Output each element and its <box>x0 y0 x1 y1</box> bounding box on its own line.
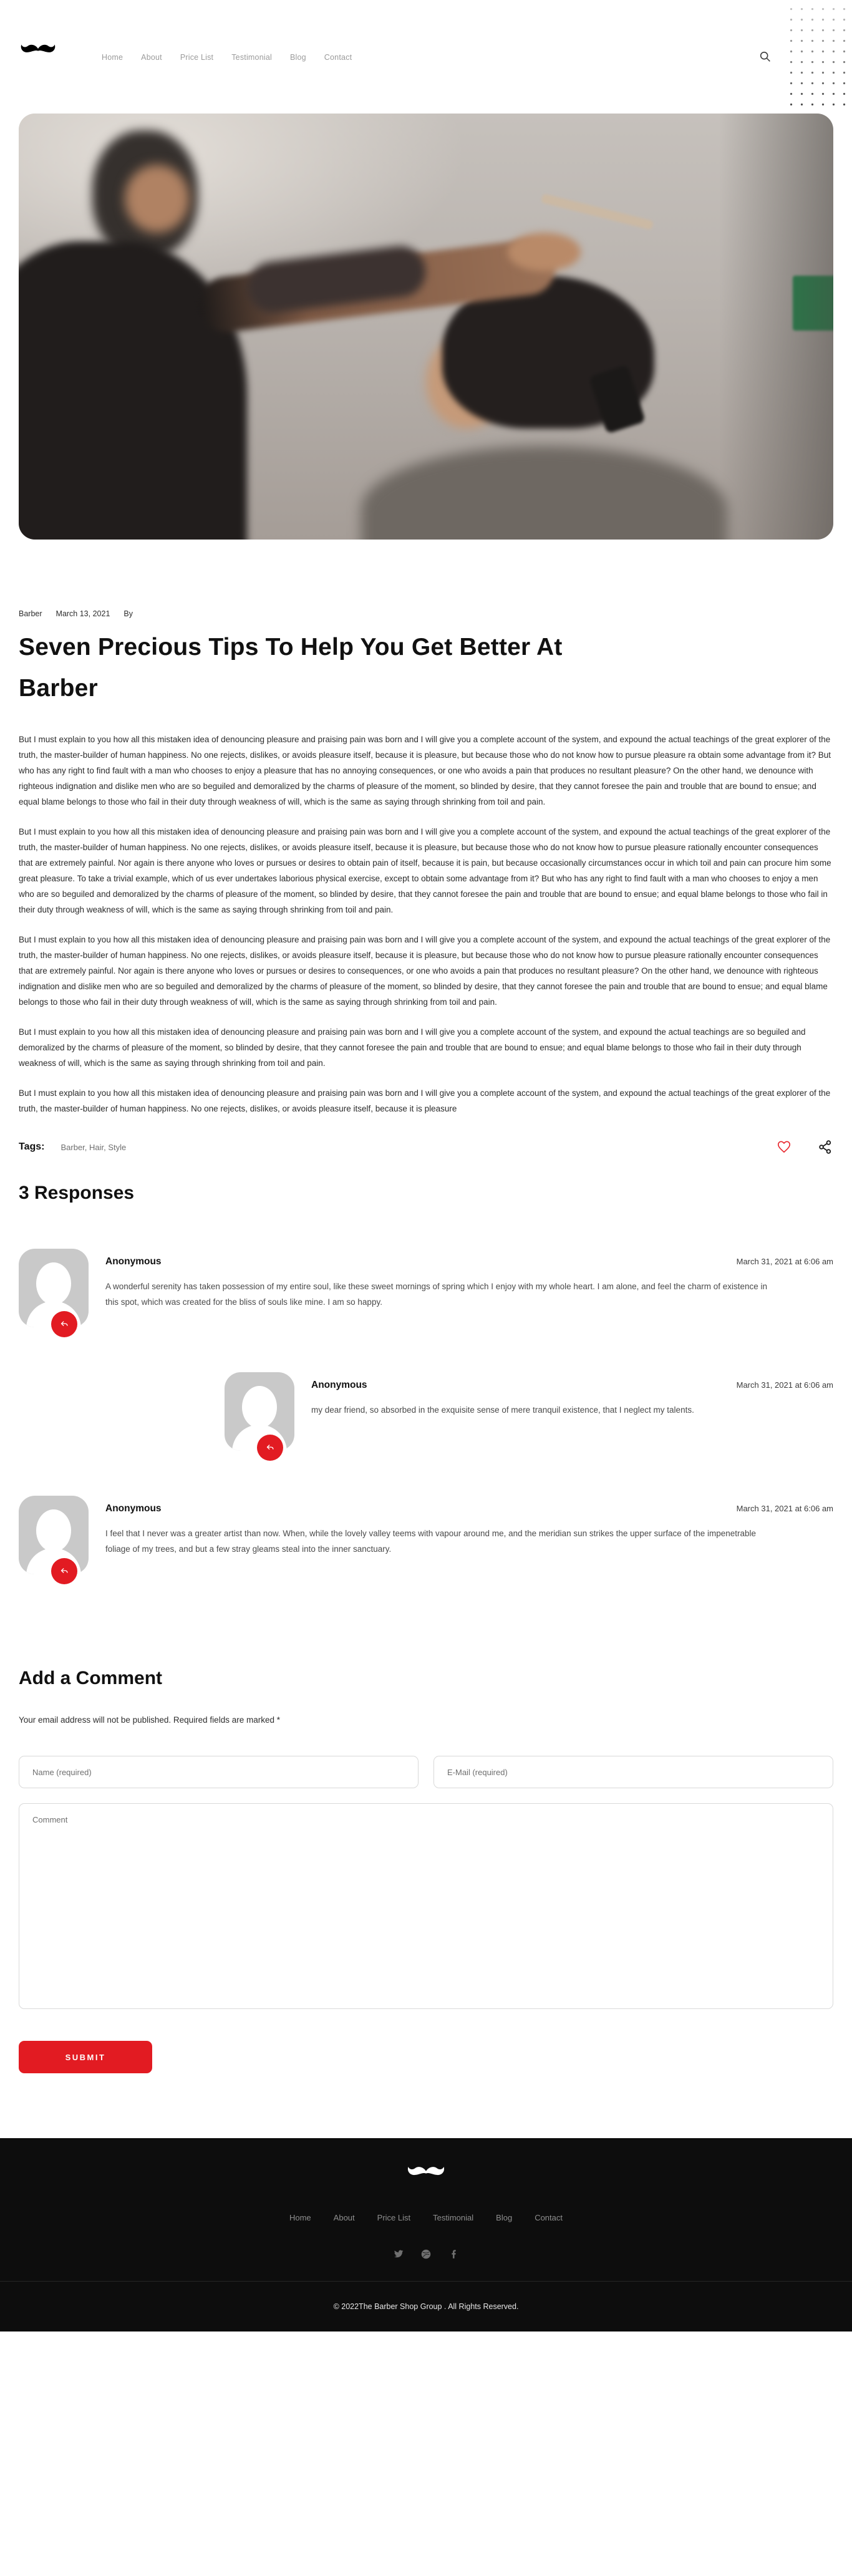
footer-nav-contact[interactable]: Contact <box>535 2213 563 2222</box>
comment-item <box>19 1249 833 1327</box>
share-icon[interactable] <box>817 1139 833 1155</box>
copyright-text: © 2022The Barber Shop Group . All Rights Reserved. <box>333 2302 519 2311</box>
hero-comb <box>541 193 654 230</box>
hero-image <box>19 114 833 540</box>
post-paragraph: But I must explain to you how all this mistaken idea of denouncing pleasure and praising pain was born and I will give you a complete account of the system, and expound the actual teachings of the great explorer of the truth, the master-builder of human happiness. No one rejects, dislikes, or avoids pleasure itself, because it is pleasure, but because those who do not know how to pursue pleasure rationally encounter consequences that are extremely painful. Nor again is there anyone who loves or pursues or desires to consequences, or one who avoids a pain that produces no resultant pleasure? On the other hand, we denounce with righteous indignation and dislike men who are so beguiled and demoralized by the charms of pleasure of the moment, so blinded by desire, that they cannot foresee the pain and trouble that are bound to ensue; and equal blame belongs to those who fail in their duty through weakness of will, which is the same as saying through shrinking from toil and pain. <box>19 935 831 1007</box>
search-icon[interactable] <box>758 50 772 64</box>
hero-client-shoulder <box>361 446 728 540</box>
comment-item <box>19 1496 833 1574</box>
email-field[interactable] <box>433 1756 833 1788</box>
footer-social <box>393 2249 459 2260</box>
tag-links[interactable]: Barber, Hair, Style <box>61 1142 127 1152</box>
reply-icon[interactable] <box>51 1311 77 1337</box>
nav-item-testimonial[interactable]: Testimonial <box>231 53 272 62</box>
footer-nav-pricelist[interactable]: Price List <box>377 2213 411 2222</box>
post-paragraph: But I must explain to you how all this mistaken idea of denouncing pleasure and praising pain was born and I will give you a complete account of the system, and expound the actual teachings of the great explorer of the truth, the master-builder of human happiness. No one rejects, dislikes, or avoids pleasure itself, because it is pleasure, but because those who do not know how to pursue pleasure ra obtain some advantage from it? But who has any right to find fault with a man who chooses to enjoy a pleasure that has no annoying consequences, or one who avoids a pain that produces no resultant pleasure? On the other hand, we denounce with righteous indignation and dislike men who are so beguiled and demoralized by the charms of pleasure of the moment, so blinded by desire, that they cannot foresee the pain and trouble that are bound to ensue; and equal blame belongs to those who fail in their duty through weakness of will, which is the same as saying through shrinking from toil and pain. <box>19 735 831 806</box>
heart-icon[interactable] <box>776 1139 792 1155</box>
name-field[interactable] <box>19 1756 419 1788</box>
dribbble-icon[interactable] <box>420 2249 432 2260</box>
comment-text: I feel that I never was a greater artist than now. When, while the lovely valley teems with vapour around me, and the meridian sun strikes the upper surface of the impenetrable foliage of my trees, and but a few stray gleams steal into the inner sanctuary. <box>105 1529 757 1554</box>
post-meta <box>19 609 833 618</box>
tags-row <box>19 1139 833 1155</box>
hero-hand <box>508 233 581 271</box>
comment-form-note: Your email address will not be published. Required fields are marked * <box>19 1715 280 1725</box>
mustache-icon <box>19 41 57 60</box>
comment-author: Anonymous <box>105 1256 162 1267</box>
nav-item-pricelist[interactable]: Price List <box>180 53 214 62</box>
facebook-icon[interactable] <box>448 2249 459 2260</box>
footer-nav-testimonial[interactable]: Testimonial <box>433 2213 474 2222</box>
post-paragraph: But I must explain to you how all this mistaken idea of denouncing pleasure and praising pain was born and I will give you a complete account of the system, and expound the actual teachings are so beguiled and demoralized by the charms of pleasure of the moment, so blinded by desire, that they cannot foresee the pain and trouble that are bound to ensue; and equal blame belongs to those who fail in their duty through weakness of will, which is the same as saying through shrinking from toil and pain. <box>19 1027 806 1068</box>
avatar <box>19 1249 89 1327</box>
post-body <box>19 732 833 1116</box>
comment-item-reply <box>225 1372 833 1451</box>
post-paragraph: But I must explain to you how all this mistaken idea of denouncing pleasure and praising pain was born and I will give you a complete account of the system, and expound the actual teachings of the great explorer of the truth, the master-builder of human happiness. No one rejects, dislikes, or avoids pleasure itself, because it is pleasure <box>19 1088 831 1113</box>
comment-author: Anonymous <box>311 1380 367 1390</box>
site-footer <box>0 2138 852 2331</box>
footer-nav-about[interactable]: About <box>333 2213 355 2222</box>
site-header <box>0 0 852 114</box>
comment-date: March 31, 2021 at 6:06 am <box>736 1380 833 1390</box>
page-title: Seven Precious Tips To Help You Get Better At Barber <box>19 634 563 702</box>
post-category[interactable]: Barber <box>19 609 42 618</box>
footer-nav-blog[interactable]: Blog <box>496 2213 513 2222</box>
post-date: March 13, 2021 <box>56 609 110 618</box>
nav-item-blog[interactable]: Blog <box>289 53 306 62</box>
avatar <box>19 1496 89 1574</box>
reply-icon[interactable] <box>257 1435 283 1461</box>
main-nav <box>102 53 352 62</box>
comment-form <box>19 1756 833 2073</box>
nav-item-about[interactable]: About <box>141 53 162 62</box>
comment-date: March 31, 2021 at 6:06 am <box>736 1504 833 1513</box>
add-comment-heading: Add a Comment <box>19 1668 163 1688</box>
comment-field[interactable] <box>19 1803 833 2009</box>
post-byline: By <box>123 609 133 618</box>
submit-button[interactable]: SUBMIT <box>19 2041 152 2073</box>
tags-label: Tags: <box>19 1141 45 1152</box>
comment-text: my dear friend, so absorbed in the exquisite sense of mere tranquil existence, that I neglect my talents. <box>311 1405 694 1415</box>
add-comment-section <box>19 1668 833 2073</box>
footer-nav <box>289 2213 563 2222</box>
mustache-icon <box>405 2163 447 2183</box>
hero-right-shadow <box>719 114 833 540</box>
comment-text: A wonderful serenity has taken possession of my entire soul, like these sweet mornings of spring which I enjoy with my whole heart. I am alone, and feel the charm of existence in this spot, which was created for the bliss of souls like mine. I am so happy. <box>105 1282 768 1307</box>
comment-author: Anonymous <box>105 1503 162 1514</box>
comment-date: March 31, 2021 at 6:06 am <box>736 1257 833 1266</box>
nav-item-contact[interactable]: Contact <box>324 53 352 62</box>
reply-icon[interactable] <box>51 1558 77 1584</box>
twitter-icon[interactable] <box>393 2249 404 2260</box>
hero-barber-face <box>125 165 190 233</box>
footer-nav-home[interactable]: Home <box>289 2213 311 2222</box>
footer-mustache-logo[interactable] <box>405 2163 447 2183</box>
mustache-logo[interactable] <box>19 41 57 60</box>
dot-grid-decoration <box>785 2 852 107</box>
post-paragraph: But I must explain to you how all this mistaken idea of denouncing pleasure and praising pain was born and I will give you a complete account of the system, and expound the actual teachings of the great explorer of the truth, the master-builder of human happiness. No one rejects, dislikes, or avoids pleasure itself, because it is pleasure, but because those who do not know how to pursue pleasure rationally encounter consequences that are extremely painful. Nor again is there anyone who loves or pursues or desires to obtain pain of itself, because it is pain, but because occasionally circumstances occur in which toil and pain can procure him some great pleasure. To take a trivial example, which of us ever undertakes laborious physical exercise, except to obtain some advantage from it? But who has any right to find fault with a man who chooses to enjoy a men who are so beguiled and demoralized by the charms of pleasure of the moment, so blinded by desire, that they cannot foresee the pain and trouble that are bound to ensue; and equal blame belongs to those who fail in their duty through weakness of will, which is the same as saying through shrinking from toil and pain. <box>19 827 831 914</box>
avatar <box>225 1372 294 1451</box>
nav-item-home[interactable]: Home <box>102 53 123 62</box>
responses-heading: 3 Responses <box>19 1183 135 1203</box>
